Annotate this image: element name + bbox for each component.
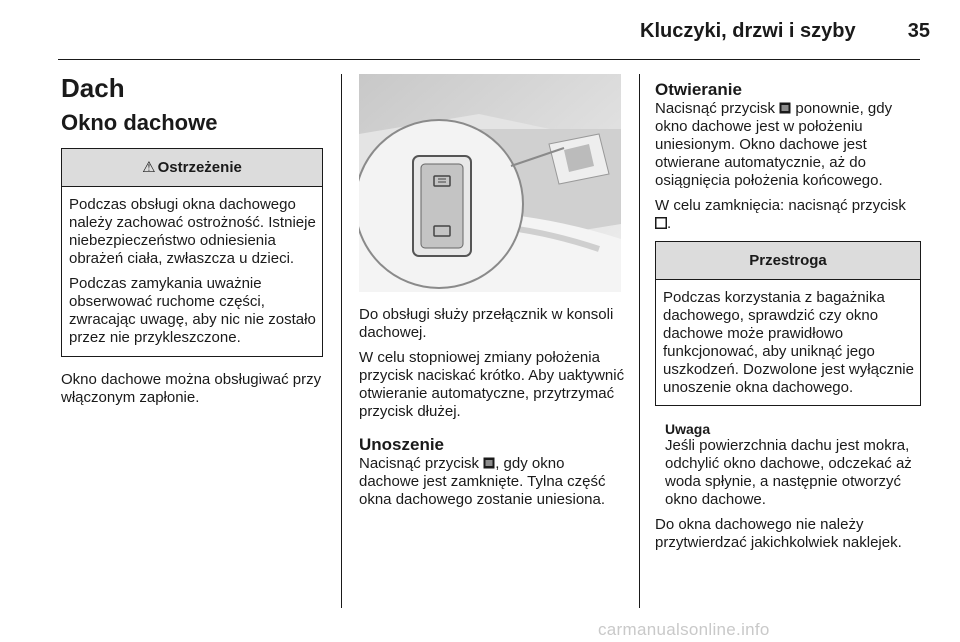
section-title: Dach [61, 73, 125, 103]
close-paragraph [655, 197, 921, 233]
column-divider-right [639, 74, 640, 608]
warning-title: Ostrzeżenie [157, 159, 242, 176]
otwieranie-paragraph [655, 100, 921, 190]
note-title: Uwaga [665, 421, 711, 437]
close-text-after: . [667, 215, 672, 232]
otwieranie-heading: Otwieranie [655, 80, 742, 99]
note-block [655, 421, 921, 509]
left-column [61, 70, 323, 414]
step-paragraph: W celu stopniowej zmiany położenia przycisk naciskać krótko. Aby uaktywnić otwieranie automatyczne, przytrzymać przycisk dłużej. [359, 349, 625, 420]
sticker-paragraph: Do okna dachowego nie należy przytwierdzać jakichkolwiek naklejek. [655, 516, 902, 551]
close-text-before: W celu zamknięcia: nacisnąć przycisk [655, 197, 906, 214]
warning-box-header [62, 149, 322, 187]
unoszenie-text-before: Nacisnąć przycisk [359, 455, 484, 472]
middle-column [359, 74, 627, 516]
caution-box [655, 241, 921, 406]
right-column [655, 80, 921, 559]
watermark: carmanualsonline.info [598, 620, 770, 639]
page-header-title: Kluczyki, drzwi i szyby [640, 20, 856, 42]
switch-paragraph: Do obsługi służy przełącznik w konsoli dachowej. [359, 306, 614, 341]
warning-paragraph-1: Podczas obsługi okna dachowego należy zachować ostrożność. Istnieje niebezpieczeństwo odniesienia obrażeń ciała, zwłaszcza u dzieci. [69, 196, 316, 267]
column-divider-left [341, 74, 342, 608]
warning-box [61, 148, 323, 357]
otwieranie-text-after: ponownie, gdy okno dachowe jest w położeniu uniesionym. Okno dachowe jest otwierane automatycznie, aż do osiągnięcia położenia końcowego. [655, 100, 893, 189]
warning-triangle-icon: ⚠ [142, 159, 156, 176]
warning-box-body [62, 187, 322, 356]
tilt-button-icon [483, 457, 495, 469]
unoszenie-text-after: , gdy okno dachowe jest zamknięte. Tylna część okna dachowego zostanie uniesiona. [359, 455, 606, 508]
caution-box-header: Przestroga [656, 242, 920, 280]
ignition-paragraph: Okno dachowe można obsługiwać przy włączonym zapłonie. [61, 371, 322, 406]
otwieranie-text-before: Nacisnąć przycisk [655, 100, 780, 117]
roof-switch-illustration [359, 74, 621, 292]
caution-box-body [656, 280, 920, 405]
unoszenie-heading: Unoszenie [359, 435, 445, 454]
page-number: 35 [907, 20, 930, 42]
note-text: Jeśli powierzchnia dachu jest mokra, odchylić okno dachowe, odczekać aż woda spłynie, a następnie otworzyć okno dachowe. [665, 437, 912, 508]
header-rule [58, 59, 920, 60]
tilt-button-icon [779, 102, 791, 114]
subsection-title: Okno dachowe [61, 110, 218, 135]
warning-paragraph-2: Podczas zamykania uważnie obserwować ruchome części, zwracając uwagę, aby nic nie zostało przez nie przykleszczone. [69, 275, 316, 346]
close-button-icon [655, 217, 667, 229]
caution-text: Podczas korzystania z bagażnika dachowego, sprawdzić czy okno dachowe może prawidłowo funkcjonować, aby uniknąć jego uszkodzeń. Dozwolone jest wyłącznie unoszenie okna dachowego. [663, 289, 914, 396]
unoszenie-paragraph [359, 455, 627, 509]
